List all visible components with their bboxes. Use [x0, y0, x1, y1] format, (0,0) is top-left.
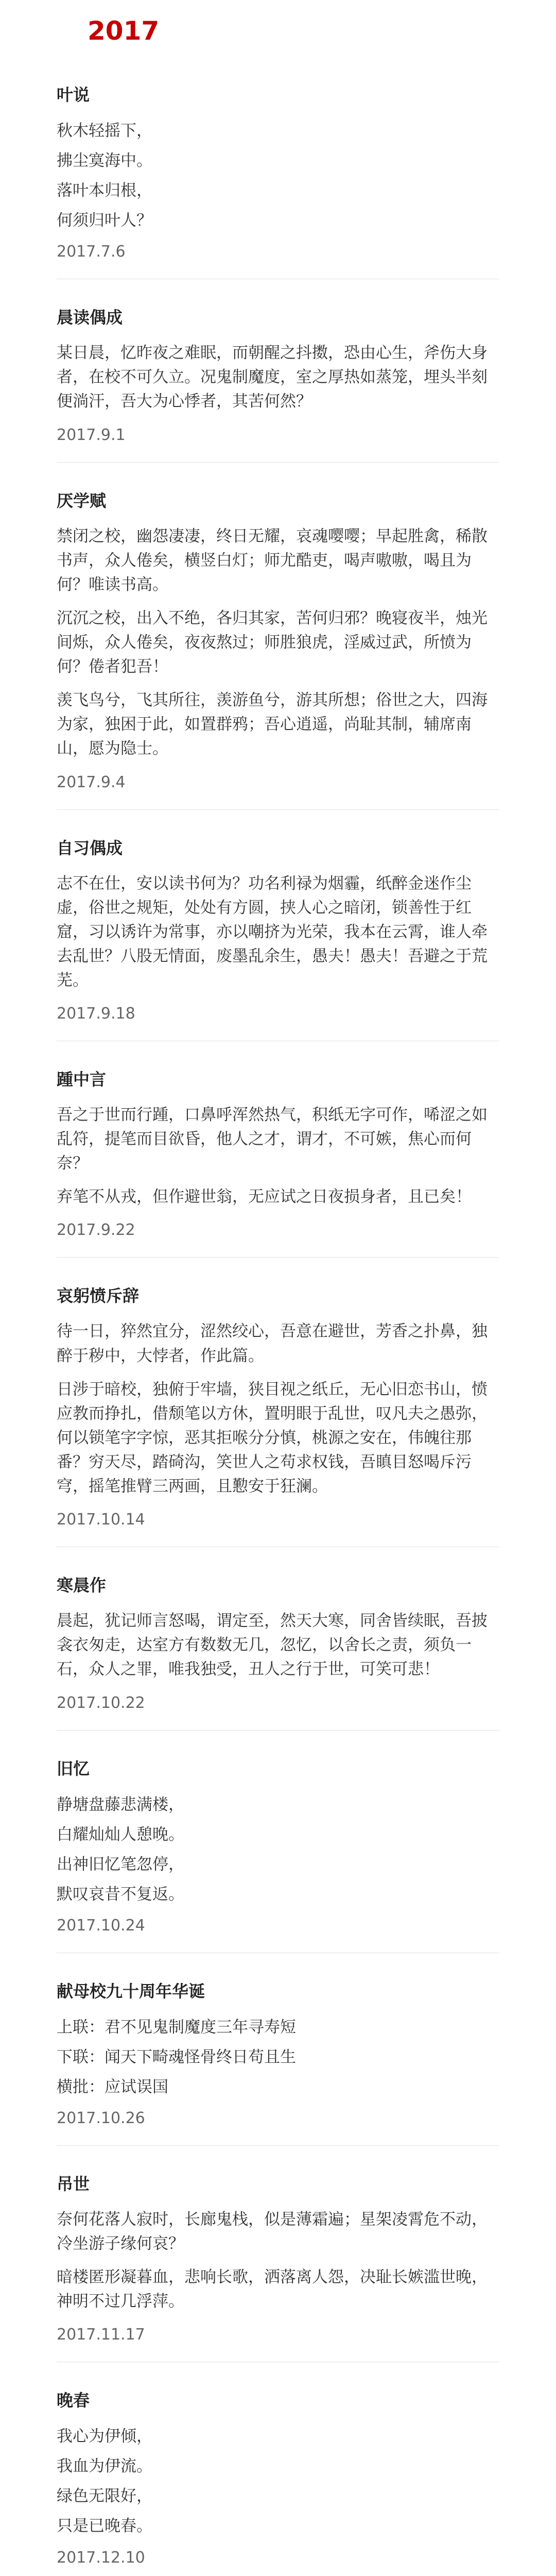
entry-body — [57, 2424, 499, 2569]
poem-line: 秋木轻摇下， — [57, 122, 152, 140]
prose-paragraph: 志不在仕，安以读书何为？功名利禄为烟霾，纸醉金迷作尘虚，俗世之规矩，处处有方圆，挟人心之暗闭，锁善性于红窟，习以诱许为常事，亦以嘲挤为光荣，我本在云霄，谁人牵去乱世？八股无情面，废墨乱余生，愚夫！愚夫！吾避之于荒芜。 — [57, 874, 488, 990]
entry-date: 2017.9.18 — [57, 1005, 135, 1023]
poem-line: 落叶本归根， — [57, 181, 152, 200]
prose-paragraph: 禁闭之校，幽怨凄凄，终日无耀，哀魂嘤嘤；早起胜禽，稀散书声，众人倦矣，横竖白灯；师尤酷吏，喝声嗷嗷，喝且为何？唯读书高。 — [57, 527, 488, 594]
poem-line: 出神旧忆笔忽停， — [57, 1855, 184, 1874]
entry — [57, 1756, 499, 1953]
poem-line: 我血为伊流。 — [57, 2457, 152, 2476]
entry-title: 叶说 — [57, 85, 90, 105]
entry-title: 厌学赋 — [57, 490, 107, 511]
poem-line: 拂尘寞海中。 — [57, 151, 152, 171]
entry-title: 吊世 — [57, 2174, 90, 2194]
entry-date: 2017.12.10 — [57, 2548, 145, 2567]
entry — [57, 836, 499, 1042]
entry-body — [57, 524, 499, 794]
prose-paragraph: 日涉于暗校，独俯于牢墙，狭目视之纸丘，无心旧恋书山，愤应教而挣扎，借颓笔以方休，置明眼于乱世，叹凡夫之愚弥，何以锁笔字字惊，恶其拒喉分分慎，桃源之安在，伟魄往那番？穷天尽，踏碕沟，笑世人之苟求权钱，吾瞋目怒喝斥污穹，摇笔推臂三两画，且懃安于狂澜。 — [57, 1380, 488, 1496]
prose-paragraph: 待一日，猝然宜分，涩然绞心，吾意在避世，芳香之扑鼻，独醉于秽中，大悖者，作此篇。 — [57, 1322, 488, 1365]
entry-title: 晚春 — [57, 2391, 90, 2411]
entries-list — [57, 82, 499, 2576]
poem-line: 横批：应试误国 — [57, 2077, 168, 2096]
poem-line: 默叹哀昔不复返。 — [57, 1885, 184, 1904]
entry-body — [57, 118, 499, 263]
entry — [57, 1067, 499, 1258]
entry-title: 旧忆 — [57, 1758, 90, 1778]
entry-title: 自习偶成 — [57, 838, 123, 858]
poem-line: 静塘盘藤悲满楼， — [57, 1795, 184, 1814]
entry-body — [57, 1319, 499, 1531]
entry — [57, 82, 499, 279]
entry-date: 2017.7.6 — [57, 243, 126, 261]
poem-line: 白耀灿灿人憩晚。 — [57, 1825, 184, 1844]
entry-body — [57, 1792, 499, 1937]
entry-body — [57, 872, 499, 1026]
entry-body — [57, 2208, 499, 2346]
entry-body — [57, 341, 499, 446]
entry-date: 2017.10.24 — [57, 1916, 145, 1935]
prose-paragraph: 羡飞鸟兮，飞其所往，羡游鱼兮，游其所想；俗世之大，四海为家，独困于此，如置群鸦；吾心逍遥，尚耻其制，辅席南山，愿为隐士。 — [57, 691, 488, 758]
entry-date: 2017.10.26 — [57, 2109, 145, 2127]
entry — [57, 1283, 499, 1547]
entry-date: 2017.10.22 — [57, 1693, 145, 1712]
prose-paragraph: 某日晨，忆昨夜之难眠，而朝醒之抖擞，恐由心生，斧伤大身者，在校不可久立。况鬼制魔度，室之厚热如蒸笼，埋头半刻便淌汗，吾大为心悸者，其苦何然？ — [57, 344, 488, 411]
prose-paragraph: 晨起，犹记师言怒喝，谓定至，然天大寒，同舍皆续眠，吾披衾衣匆走，达室方有数数无几，忽忆，以舍长之责，须负一石，众人之罪，唯我独受，丑人之行于世，可笑可悲！ — [57, 1612, 488, 1679]
entry-title: 寒晨作 — [57, 1575, 107, 1596]
poem-line: 绿色无限好， — [57, 2487, 152, 2506]
entry-title: 晨读偶成 — [57, 308, 123, 328]
prose-paragraph: 吾之于世而行踵，口鼻呼浑然热气，积纸无字可作，唏涩之如乱符，提笔而目欲昏，他人之才，谓才，不可嫉，焦心而何奈？ — [57, 1106, 488, 1173]
entry — [57, 2172, 499, 2362]
entry-date: 2017.10.14 — [57, 1511, 145, 1529]
entry-title: 哀躬愤斥辞 — [57, 1286, 140, 1306]
entry-date: 2017.9.1 — [57, 426, 126, 444]
year-heading: 2017 — [88, 16, 160, 46]
entry-date: 2017.9.22 — [57, 1221, 135, 1240]
entry — [57, 488, 499, 810]
prose-paragraph: 弃笔不从戎，但作避世翁，无应试之日夜损身者，且已矣！ — [57, 1188, 472, 1207]
prose-paragraph: 沉沉之校，出入不绝，各归其家，苦何归邪？晚寝夜半，烛光间烁，众人倦矣，夜夜熬过；师胜狼虎，淫威过武，所愤为何？倦者犯吾！ — [57, 608, 488, 676]
poem-line: 何须归叶人？ — [57, 211, 152, 230]
entry-body — [57, 2015, 499, 2130]
entry — [57, 2388, 499, 2576]
entry-date: 2017.11.17 — [57, 2326, 145, 2344]
entry-body — [57, 1103, 499, 1242]
entry — [57, 305, 499, 462]
entry — [57, 1979, 499, 2146]
poem-line: 我心为伊倾， — [57, 2427, 152, 2446]
poem-line: 上联：君不见鬼制魔度三年寻寿短 — [57, 2018, 296, 2037]
entry-body — [57, 1609, 499, 1714]
entry-date: 2017.9.4 — [57, 773, 126, 791]
poem-line: 下联：闻天下畸魂怪骨终日苟且生 — [57, 2047, 296, 2066]
entry-title: 献母校九十周年华诞 — [57, 1981, 205, 2001]
entry-title: 踵中言 — [57, 1070, 107, 1090]
entry — [57, 1573, 499, 1730]
prose-paragraph: 暗楼匿形凝暮血，悲响长歌，洒落离人怨，决耻长嫉滥世晚，神明不过几浮萍。 — [57, 2268, 488, 2311]
poem-line: 只是已晚春。 — [57, 2517, 152, 2536]
prose-paragraph: 奈何花落人寂时，长廊鬼栈，似是薄霜遍；星架凌霄危不动，冷坐游子缘何哀？ — [57, 2210, 488, 2253]
